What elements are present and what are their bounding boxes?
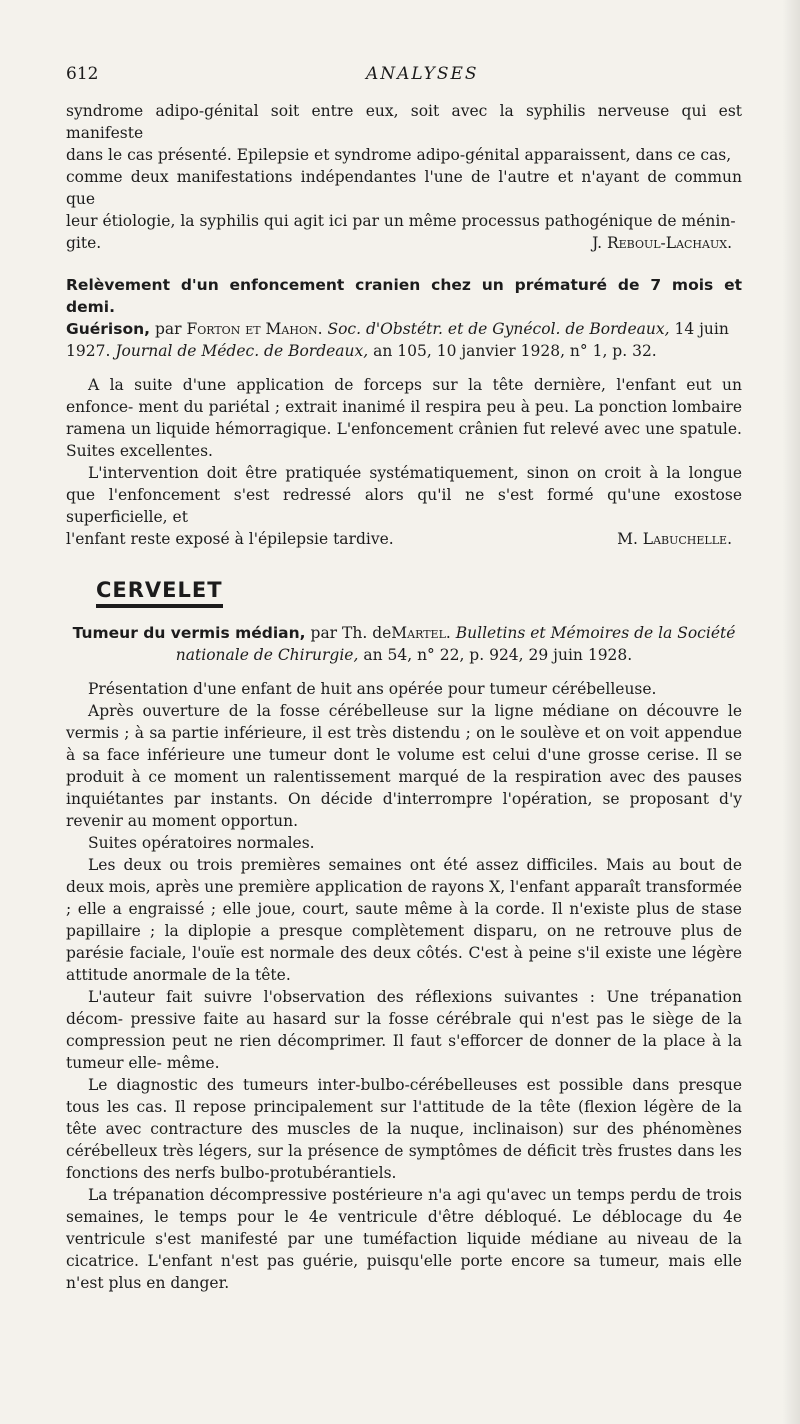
paragraph (66, 678, 742, 700)
article-title: Relèvement d'un enfoncement cranien chez un prématuré de 7 mois et demi. (66, 276, 742, 316)
text-line: Suites opératoires normales. (88, 834, 315, 852)
article-title-continued: Guérison, (66, 320, 151, 338)
journal-secondary: nationale de Chirurgie, (175, 646, 359, 664)
text-line: Après ouverture de la fosse cérébelleuse sur la ligne médiane on découvre le vermis ; (66, 702, 742, 742)
page-number: 612 (66, 64, 99, 84)
text-line: La trépanation décompressive postérieure n'a agi qu'avec un temps perdu de trois (88, 1186, 742, 1204)
article-continued (66, 100, 742, 254)
page-edge-shadow (782, 0, 800, 1424)
paragraph (66, 700, 742, 832)
text-line: semaines, le temps pour le 4e ventricule d'être débloqué. Le déblocage du 4e ventricule (66, 1208, 742, 1248)
text-line: s'est manifesté par une tuméfaction liquide médiane au niveau de la cicatrice. (66, 1230, 742, 1270)
paragraph (66, 986, 742, 1074)
text-line: Le diagnostic des tumeurs inter-bulbo-cérébelleuses est possible dans presque tous (66, 1076, 742, 1116)
signature: J. Reboul-Lachaux. (592, 234, 732, 252)
text-line: moment un ralentissement marqué de la respiration avec des pauses inquiétantes par (66, 768, 743, 808)
paragraph (66, 1074, 742, 1184)
paragraph (66, 832, 742, 854)
text-line: Présentation d'une enfant de huit ans opérée pour tumeur cérébelleuse. (88, 680, 657, 698)
page-header (66, 64, 746, 88)
text-line: peut ne rien décomprimer. Il faut s'efforcer de donner de la place à la tumeur elle- (66, 1032, 742, 1072)
text-line: L'enfant n'est pas guérie, puisqu'elle porte encore sa tumeur, mais elle n'est plus (66, 1252, 742, 1292)
text-line: pressive faite au hasard sur la fosse cérébrale qui n'est pas le siège de la compression (66, 1010, 742, 1050)
text-line: mois, après une première application de rayons X, l'enfant apparaît transformée ; elle (66, 878, 743, 918)
article-tumeur (66, 622, 742, 1294)
paragraph: L'intervention doit être pratiquée systématiquement, sinon on croit à la longue que l'enfoncement s'est redressé alors qu'il ne s'est formé qu'une exostose superficielle, et (66, 464, 743, 526)
article-reference (66, 274, 742, 362)
ref-by: par Th. de (310, 624, 392, 642)
journal: Soc. d'Obstétr. et de Gynécol. de Bordeaux, (327, 320, 670, 338)
article-relevement (66, 274, 742, 550)
authors: Forton et Mahon. (186, 320, 323, 338)
text-line: instants. On décide d'interrompre l'opération, se proposant d'y revenir au moment (66, 790, 742, 830)
date-b: 1927. (66, 342, 111, 360)
text-line: L'auteur fait suivre l'observation des réflexions suivantes : Une trépanation décom- (66, 988, 742, 1028)
author: Martel. (391, 624, 451, 642)
text-line: inférieure une tumeur dont le volume est celui d'une grosse cerise. Il se produit à ce (66, 746, 743, 786)
running-title: ANALYSES (366, 64, 479, 84)
text-line: a engraissé ; elle joue, court, saute même à la corde. Il n'existe plus de stase papillaire ; (66, 900, 742, 940)
text-line: leur étiologie, la syphilis qui agit ici par un même processus pathogénique de ménin- (66, 212, 736, 230)
article-body (66, 678, 742, 1294)
paragraph (66, 1184, 742, 1294)
text-line: à sa partie inférieure, il est très distendu ; on le soulève et on voit appendue à sa face (66, 724, 742, 764)
page-body (66, 100, 742, 1294)
text-line: nerfs bulbo-protubérantiels. (175, 1164, 397, 1182)
section-heading: CERVELET (96, 578, 223, 608)
ref-by: par (154, 320, 182, 338)
text-line: Les deux ou trois premières semaines ont été assez difficiles. Mais au bout de deux (66, 856, 742, 896)
issue: an 54, n° 22, p. 924, 29 juin 1928. (363, 646, 633, 664)
text-line: contracture des muscles de la nuque, inclinaison) sur des phénomènes cérébelleux (66, 1120, 742, 1160)
date-a: 14 juin (674, 320, 729, 338)
article-reference (66, 622, 742, 666)
text-line: dans le cas présenté. Epilepsie et syndrome adipo-génital apparaissent, dans ce cas, (66, 146, 732, 164)
text-line: opportun. (221, 812, 299, 830)
journal-secondary: Journal de Médec. de Bordeaux, (115, 342, 369, 360)
text-line: en danger. (146, 1274, 230, 1292)
issue: an 105, 10 janvier 1928, n° 1, p. 32. (373, 342, 657, 360)
text-line: l'ouïe est normale des deux côtés. C'est à peine s'il existe une légère attitude anormale (66, 944, 742, 984)
paragraph (66, 854, 742, 986)
closing-line (66, 528, 742, 550)
text-line: très légers, sur la présence de symptômes de déficit très frustes dans les fonctions des (66, 1142, 742, 1182)
text-line: même. (166, 1054, 220, 1072)
text-line: gite. (66, 234, 102, 252)
text-line: l'enfant reste exposé à l'épilepsie tardive. (66, 530, 394, 548)
text-line: syndrome adipo-génital soit entre eux, soit avec la syphilis nerveuse qui est manifeste (66, 102, 742, 142)
paragraph: A la suite d'une application de forceps sur la tête dernière, l'enfant eut un enfonce- ment du pariétal ; extrait inanimé il respira peu à peu. La ponction lombaire ramena un liquide hémorragique. L'enfoncement crânien fut relevé avec une spatule. Suites excellentes. (66, 376, 742, 460)
text-line: de la tête. (211, 966, 291, 984)
text-line: la diplopie a presque complètement disparu, on ne retrouve plus de parésie faciale, (66, 922, 743, 962)
text-line: comme deux manifestations indépendantes l'une de l'autre et n'ayant de commun que (66, 168, 742, 208)
text-line: les cas. Il repose principalement sur l'attitude de la tête (flexion légère de la tête avec (66, 1098, 742, 1138)
signature: M. Labuchelle. (617, 530, 732, 548)
article-title: Tumeur du vermis médian, (72, 624, 306, 642)
journal: Bulletins et Mémoires de la Société (455, 624, 736, 642)
